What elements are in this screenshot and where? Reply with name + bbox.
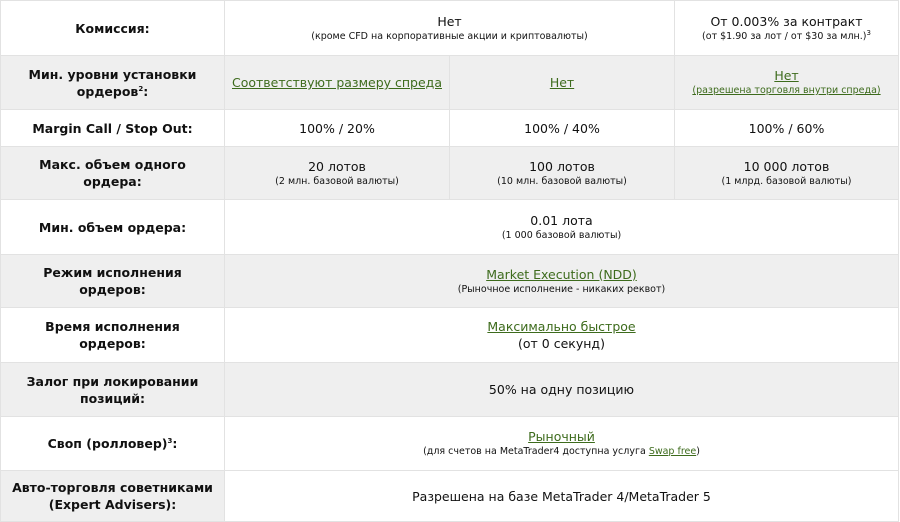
max-volume-value-3: 10 000 лотов bbox=[743, 158, 830, 174]
swap-note-suffix: ) bbox=[696, 446, 700, 457]
min-volume-note: (1 000 базовой валюты) bbox=[501, 229, 622, 241]
margin-call-value-3: 100% / 60% bbox=[675, 110, 899, 147]
max-volume-note-1: (2 млн. базовой валюты) bbox=[275, 175, 399, 187]
commission-value-b: От 0.003% за контракт bbox=[710, 13, 863, 29]
swap-label-suffix: : bbox=[172, 436, 178, 451]
max-volume-cell-2 bbox=[450, 147, 675, 200]
swap-label-text: Своп (ролловер) bbox=[47, 436, 168, 451]
swap-free-link[interactable]: Swap free bbox=[648, 446, 697, 457]
min-levels-cell-3 bbox=[675, 56, 899, 110]
row-label-min-levels bbox=[1, 56, 225, 110]
hedged-margin-value: 50% на одну позицию bbox=[225, 363, 899, 417]
inside-spread-link[interactable]: (разрешена торговля внутри спреда) bbox=[692, 85, 881, 96]
min-levels-label-text: Мин. уровни установки ордеров bbox=[28, 66, 197, 99]
footnote-marker: 2 bbox=[138, 84, 144, 93]
row-label-commission: Комиссия: bbox=[1, 1, 225, 56]
swap-cell bbox=[225, 417, 899, 471]
row-expert-advisors bbox=[1, 471, 899, 522]
execution-time-note: (от 0 секунд) bbox=[518, 336, 605, 351]
execution-time-cell bbox=[225, 308, 899, 363]
expert-advisors-value: Разрешена на базе MetaTrader 4/MetaTrader 5 bbox=[225, 471, 899, 522]
footnote-marker: 3 bbox=[167, 436, 173, 445]
row-label-expert-advisors: Авто-торговля советниками (Expert Advisers): bbox=[1, 471, 225, 522]
row-min-levels bbox=[1, 56, 899, 110]
row-execution-time bbox=[1, 308, 899, 363]
commission-cell-a bbox=[225, 1, 675, 56]
row-label-max-volume: Макс. объем одного ордера: bbox=[1, 147, 225, 200]
commission-cell-b bbox=[675, 1, 899, 56]
market-swap-link[interactable]: Рыночный bbox=[528, 429, 595, 444]
margin-call-value-2: 100% / 40% bbox=[450, 110, 675, 147]
row-min-volume bbox=[1, 200, 899, 255]
min-levels-none-link-2[interactable]: Нет bbox=[549, 75, 575, 90]
spread-size-link[interactable]: Соответствуют размеру спреда bbox=[232, 75, 442, 90]
market-execution-link[interactable]: Market Execution (NDD) bbox=[486, 266, 637, 282]
row-label-swap bbox=[1, 417, 225, 471]
row-label-margin-call: Margin Call / Stop Out: bbox=[1, 110, 225, 147]
row-label-execution-mode: Режим исполнения ордеров: bbox=[1, 255, 225, 308]
commission-note: (кроме CFD на корпоративные акции и криптовалюты) bbox=[311, 30, 588, 42]
row-swap bbox=[1, 417, 899, 471]
row-execution-mode bbox=[1, 255, 899, 308]
commission-note-b bbox=[679, 30, 894, 44]
row-margin-call bbox=[1, 110, 899, 147]
min-levels-cell-2 bbox=[450, 56, 675, 110]
execution-mode-note: (Рыночное исполнение - никаких реквот) bbox=[457, 283, 666, 295]
max-volume-note-3: (1 млрд. базовой валюты) bbox=[721, 175, 852, 187]
min-levels-cell-1 bbox=[225, 56, 450, 110]
min-volume-value: 0.01 лота bbox=[530, 212, 593, 228]
row-commission bbox=[1, 1, 899, 56]
min-levels-none-link-3[interactable]: Нет bbox=[774, 68, 799, 83]
swap-note bbox=[229, 445, 894, 459]
max-volume-value-2: 100 лотов bbox=[529, 158, 595, 174]
max-volume-cell-1 bbox=[225, 147, 450, 200]
row-label-min-volume: Мин. объем ордера: bbox=[1, 200, 225, 255]
execution-mode-cell bbox=[225, 255, 899, 308]
min-levels-label-suffix: : bbox=[143, 83, 149, 99]
commission-note-b-text: (от $1.90 за лот / от $30 за млн.) bbox=[702, 30, 867, 42]
max-volume-note-2: (10 млн. базовой валюты) bbox=[497, 175, 627, 187]
min-volume-cell bbox=[225, 200, 899, 255]
row-label-execution-time: Время исполнения ордеров: bbox=[1, 308, 225, 363]
max-volume-value-1: 20 лотов bbox=[308, 158, 366, 174]
swap-note-prefix: (для счетов на MetaTrader4 доступна услуга bbox=[423, 446, 649, 457]
max-volume-cell-3 bbox=[675, 147, 899, 200]
row-hedged-margin bbox=[1, 363, 899, 417]
row-label-hedged-margin: Залог при локировании позиций: bbox=[1, 363, 225, 417]
margin-call-value-1: 100% / 20% bbox=[225, 110, 450, 147]
row-max-volume bbox=[1, 147, 899, 200]
commission-value: Нет bbox=[437, 13, 462, 29]
footnote-marker: 3 bbox=[866, 28, 871, 37]
fastest-execution-link[interactable]: Максимально быстрое bbox=[487, 319, 636, 334]
